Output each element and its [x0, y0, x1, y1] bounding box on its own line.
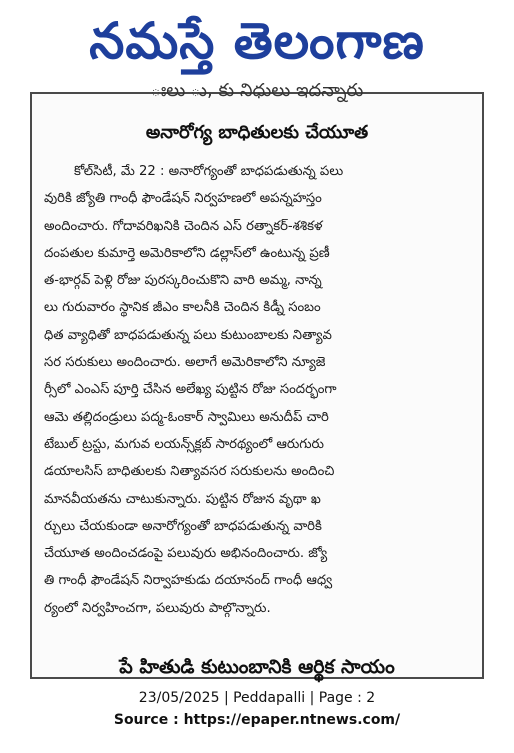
- body-line: మానవీయతను చాటుకున్నారు. పుట్టిన రోజున వృథా ఖ: [44, 491, 321, 507]
- body-line: ర్యంలో నిర్వహించగా, పలువురు పాల్గొన్నారు.: [44, 600, 271, 616]
- body-line: సర సరుకులు అందించారు. అలాగే అమెరికాలోని న్యూజె: [44, 355, 326, 371]
- cut-top-text: ఃలు ు, కు నిధులు ఇదన్నారు: [150, 80, 364, 101]
- cut-bottom-text: పే హితుడి కుటుంబానికి ఆర్థిక సాయం: [119, 656, 395, 678]
- body-line: ర్సీలో ఎంఎస్ పూర్తి చేసిన అలేఖ్య పుట్టిన రోజు సందర్భంగా: [44, 382, 337, 398]
- footer-source-line: Source : https://epaper.ntnews.com/: [113, 712, 401, 728]
- body-line: లు గురువారం స్థానిక జీఎం కాలనీకి చెందిన కిడ్నీ సంబం: [44, 300, 321, 316]
- body-line: త-భార్గవ్ పెళ్లి రోజు పురస్కరించుకొని వారి అమ్మ, నాన్న: [44, 273, 322, 289]
- body-line: ఆమె తల్లిదండ్రులు పద్మ-ఓంకార్ స్వామిలు అనుదీప్ చారి: [44, 409, 329, 425]
- body-line: దంపతుల కుమార్తె అమెరికాలోని డల్లాస్‌లో ఉంటున్న ప్రణీ: [44, 245, 330, 261]
- article-body: [44, 158, 472, 622]
- body-line: ర్చులు చేయకుండా అనారోగ్యంతో బాధపడుతున్న వారికి: [44, 518, 322, 534]
- cut-off-previous-article: [32, 80, 482, 116]
- body-line: చేయూత అందించడంపై పలువురు అభినందించారు. జ్యో: [44, 546, 328, 562]
- body-line: వురికి జ్యోతి గాంధీ ఫౌండేషన్ నిర్వహణలో అపన్నహస్తం: [44, 191, 322, 207]
- body-line: డయాలసిస్ బాధితులకు నిత్యావసర సరుకులను అందించి: [44, 464, 335, 480]
- body-line: కోల్‌సిటీ, మే 22 : అనారోగ్యంతో బాధపడుతున్న పలు: [74, 164, 344, 179]
- article-headline: అనారోగ్య బాధితులకు చేయూత: [145, 122, 369, 143]
- cut-off-next-headline: [32, 652, 482, 679]
- masthead-title: నమస్తే తెలంగాణ: [89, 12, 425, 70]
- body-line: తి గాంధీ ఫౌండేషన్ నిర్వాహకుడు దయానంద్ గాంధీ ఆధ్వ: [44, 573, 333, 589]
- news-clipping: [30, 80, 484, 679]
- body-line: ధిత వ్యాధితో బాధపడుతున్న పలు కుటుంబాలకు నిత్యావ: [44, 327, 332, 343]
- body-line: అందించారు. గోదావరిఖనికి చెందిన ఎస్ రత్నాకర్-శశికళ: [44, 218, 323, 234]
- body-line: టేబుల్ ట్రస్టు, మగువ లయన్స్‌క్లబ్ సారథ్యంలో ఆరుగురు: [44, 436, 324, 452]
- footer-date-line: 23/05/2025 | Peddapalli | Page : 2: [138, 690, 376, 706]
